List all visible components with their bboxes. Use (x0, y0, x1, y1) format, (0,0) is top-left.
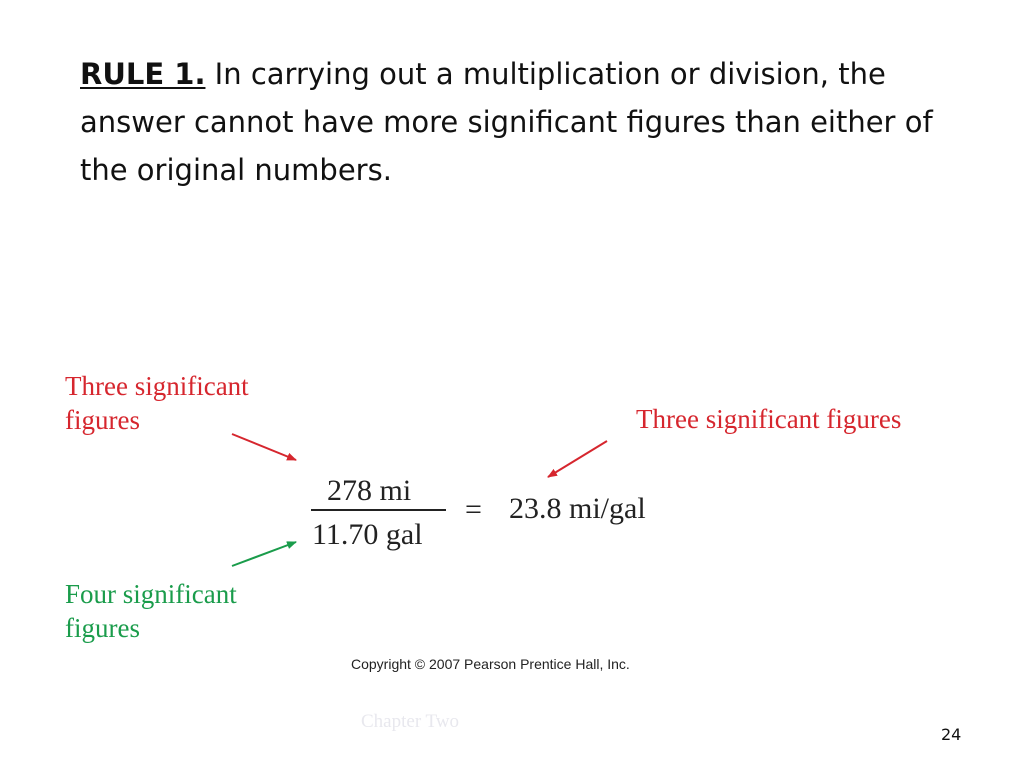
result-arrow (548, 441, 607, 477)
equation-result: 23.8 mi/gal (509, 492, 646, 525)
denominator-arrow (232, 542, 296, 566)
fraction-bar (311, 509, 446, 511)
denominator-note-line-2: figures (65, 613, 140, 643)
numerator-note-line-1: Three significant (65, 371, 249, 401)
numerator-note-line-2: figures (65, 405, 140, 435)
numerator-arrow (232, 434, 296, 460)
equation-numerator: 278 mi (327, 474, 412, 507)
denominator-note-line-1: Four significant (65, 579, 237, 609)
result-note: Three significant figures (636, 404, 902, 434)
rule-label: RULE 1. (80, 57, 206, 91)
page-number: 24 (941, 725, 962, 744)
chapter-footer: Chapter Two (361, 711, 460, 732)
copyright-notice: Copyright © 2007 Pearson Prentice Hall, Inc. (351, 656, 630, 672)
equals-sign: = (465, 493, 482, 526)
equation-denominator: 11.70 gal (312, 518, 423, 551)
rule-text: In carrying out a multiplication or division, the answer cannot have more significant figures than either of the original numbers. (80, 57, 933, 187)
